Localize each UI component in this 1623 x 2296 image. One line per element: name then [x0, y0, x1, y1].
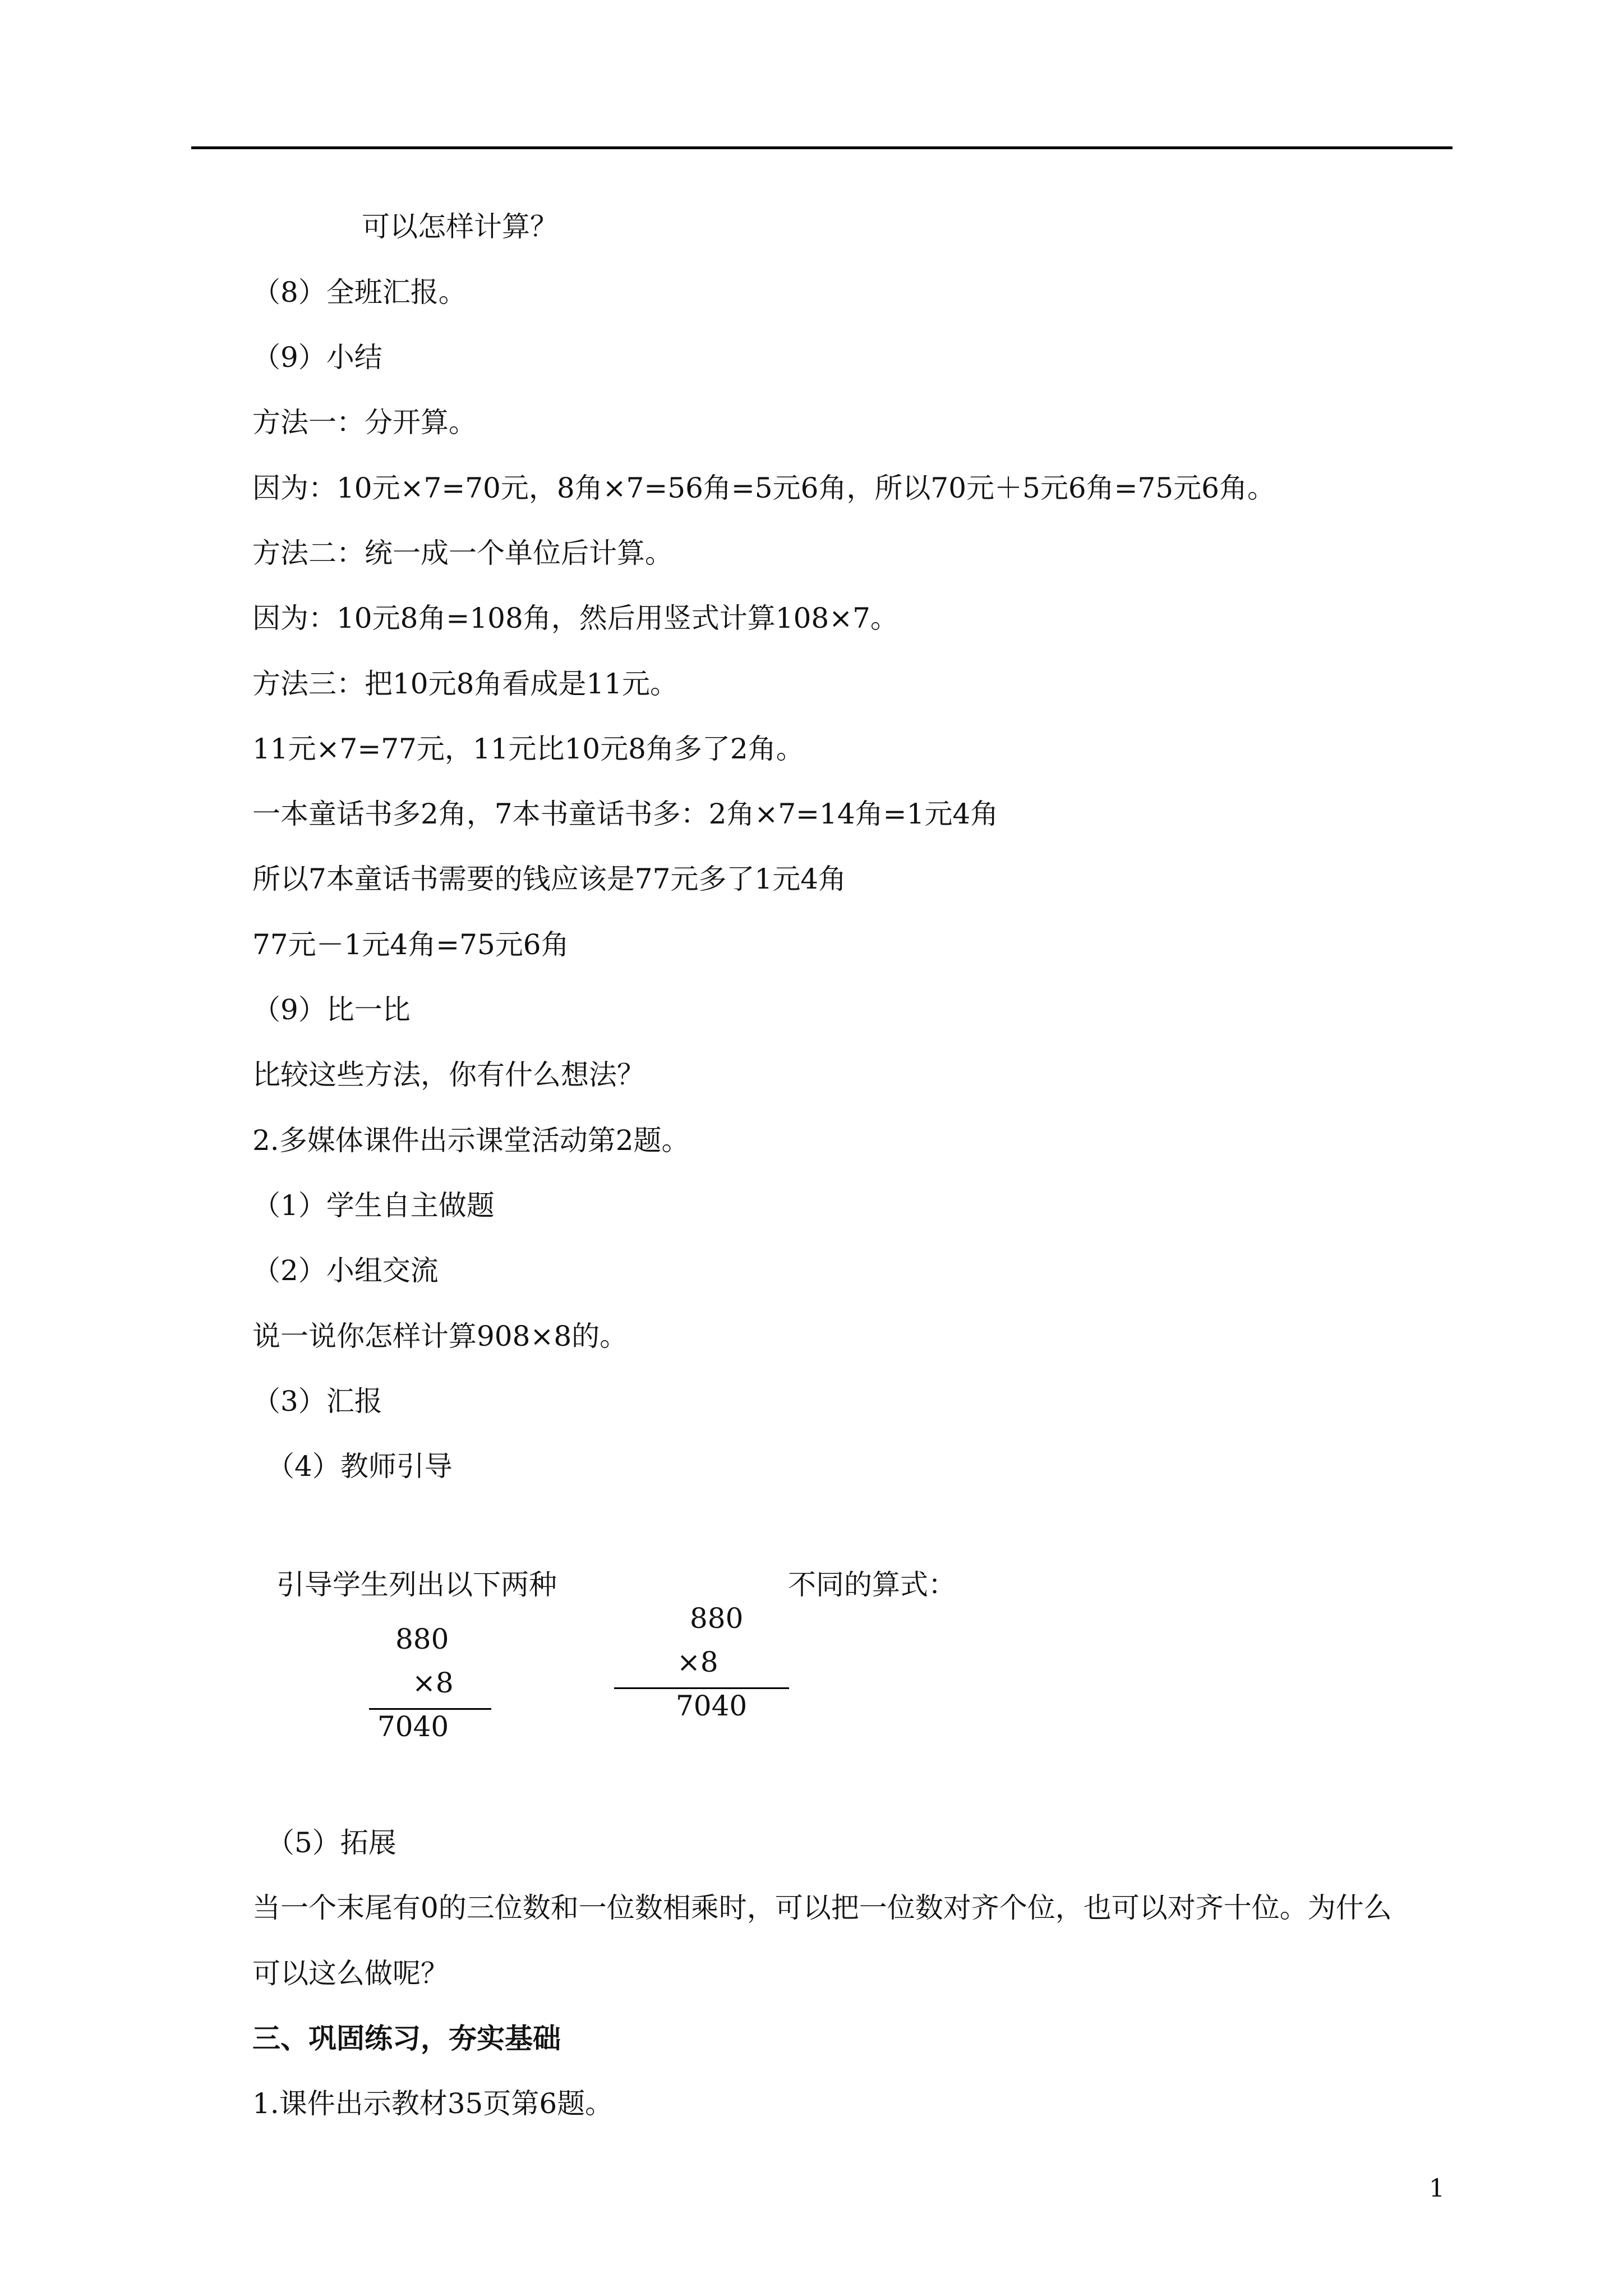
- multiplier: ×8: [412, 1667, 454, 1699]
- text-line: （5）拓展: [266, 1826, 396, 1859]
- text-line: （1）学生自主做题: [252, 1189, 495, 1222]
- text-line: 2.多媒体课件出示课堂活动第2题。: [252, 1124, 690, 1157]
- text-line: 可以这么做呢？: [252, 1957, 449, 1990]
- text-line: 方法二：统一成一个单位后计算。: [252, 537, 673, 569]
- multiplicand: 880: [690, 1602, 744, 1635]
- text-line: 比较这些方法，你有什么想法？: [252, 1059, 645, 1091]
- text-line: 当一个末尾有0的三位数和一位数相乘时，可以把一位数对齐个位，也可以对齐十位。为什么: [252, 1892, 1392, 1924]
- text-line: 11元×7=77元，11元比10元8角多了2角。: [252, 733, 804, 765]
- section-heading: 三、巩固练习，夯实基础: [252, 2022, 561, 2055]
- text-line: （2）小组交流: [252, 1254, 439, 1287]
- text-line: 77元－1元4角=75元6角: [252, 928, 569, 961]
- header-rule: [191, 146, 1453, 149]
- guide-text-right: 不同的算式：: [788, 1568, 956, 1601]
- multiplier: ×8: [677, 1646, 718, 1678]
- text-line: 方法三：把10元8角看成是11元。: [252, 668, 679, 700]
- text-line: （8）全班汇报。: [252, 276, 467, 309]
- text-line: （9）小结: [252, 341, 382, 374]
- text-line: 说一说你怎样计算908×8的。: [252, 1320, 628, 1352]
- multiplicand: 880: [395, 1623, 449, 1655]
- text-line: 方法一：分开算。: [252, 406, 477, 439]
- page-number: 1: [1429, 2174, 1445, 2203]
- text-line: （3）汇报: [252, 1385, 382, 1418]
- product: 7040: [377, 1710, 449, 1743]
- text-line: 一本童话书多2角，7本书童话书多：2角×7=14角=1元4角: [252, 798, 999, 830]
- text-line: 1.课件出示教材35页第6题。: [252, 2087, 614, 2120]
- text-line: 因为：10元×7=70元，8角×7=56角=5元6角，所以70元＋5元6角=75元6角。: [252, 472, 1275, 504]
- text-line: 可以怎样计算？: [362, 210, 558, 243]
- text-line: （9）比一比: [252, 993, 411, 1026]
- text-line: （4）教师引导: [266, 1450, 453, 1483]
- product: 7040: [676, 1690, 748, 1722]
- text-line: 因为：10元8角=108角，然后用竖式计算108×7。: [252, 602, 898, 634]
- text-line: 所以7本童话书需要的钱应该是77元多了1元4角: [252, 863, 847, 895]
- guide-text-left: 引导学生列出以下两种: [276, 1568, 557, 1601]
